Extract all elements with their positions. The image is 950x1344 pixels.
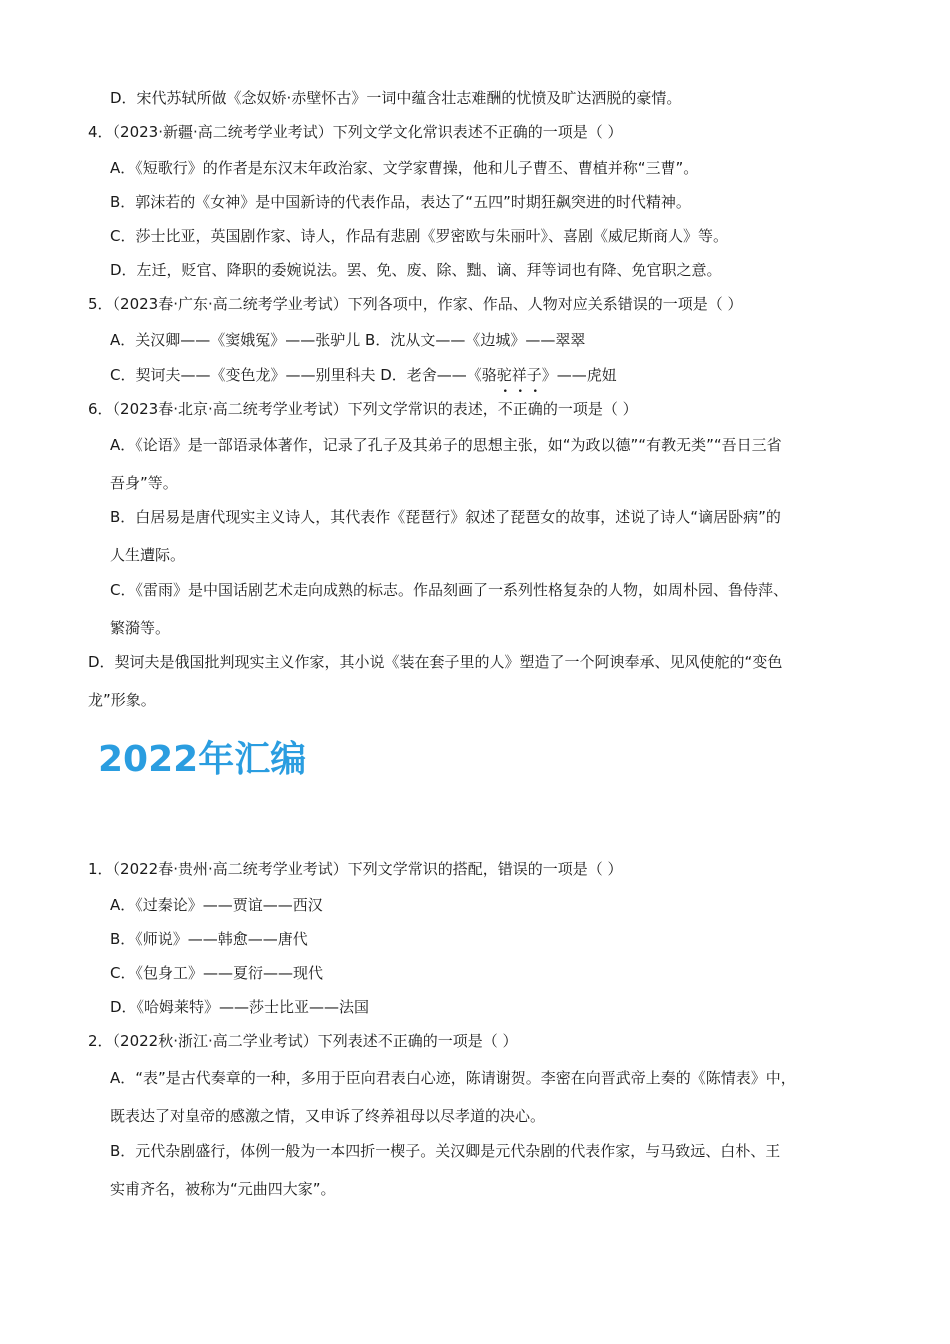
q5-stem: 5．（2023春·广东·高二统考学业考试）下列各项中，作家、作品、人物对应关系错误的一项是（ ） (88, 295, 743, 313)
q6-option-c-line1: C．《雷雨》是中国话剧艺术走向成熟的标志。作品刻画了一系列性格复杂的人物，如周朴园、鲁侍萍、 (110, 581, 788, 599)
q5-options-cd: C．契诃夫——《变色龙》——别里科夫 D．老舍——《骆驼祥子》——虎妞 (110, 366, 617, 384)
2022-q2-stem: 2．（2022秋·浙江·高二学业考试）下列表述不正确的一项是（ ） (88, 1032, 518, 1050)
q6-stem (88, 399, 638, 419)
q4-option-d: D．左迁，贬官、降职的委婉说法。罢、免、废、除、黜、谪、拜等词也有降、免官职之意。 (110, 261, 722, 279)
emphasis-char: 正 (512, 400, 528, 418)
q6-option-b-line2: 人生遭际。 (110, 546, 186, 564)
q4-stem: 4．（2023·新疆·高二统考学业考试）下列文学文化常识表述不正确的一项是（ ） (88, 123, 623, 141)
section-heading-2022: 2022年汇编 (98, 739, 307, 780)
q3-option-d: D．宋代苏轼所做《念奴娇·赤壁怀古》一词中蕴含壮志难酬的忧愤及旷达洒脱的豪情。 (110, 89, 682, 107)
2022-q1-option-a: A．《过秦论》——贾谊——西汉 (110, 896, 323, 914)
q4-option-b: B．郭沫若的《女神》是中国新诗的代表作品，表达了“五四”时期狂飙突进的时代精神。 (110, 193, 691, 211)
2022-q2-option-b-line2: 实甫齐名，被称为“元曲四大家”。 (110, 1180, 336, 1198)
2022-q2-option-a-line2: 既表达了对皇帝的感激之情，又申诉了终养祖母以尽孝道的决心。 (110, 1107, 546, 1125)
q6-option-d-line2: 龙”形象。 (88, 691, 156, 709)
emphasis-char: 不 (497, 400, 513, 418)
q6-option-a-line1: A．《论语》是一部语录体著作，记录了孔子及其弟子的思想主张，如“为政以德”“有教无类”“吾日三省 (110, 436, 782, 454)
q5-options-ab: A．关汉卿——《窦娥冤》——张驴儿 B．沈从文——《边城》——翠翠 (110, 331, 586, 349)
2022-q1-option-c: C．《包身工》——夏衍——现代 (110, 964, 323, 982)
q6-option-c-line2: 繁漪等。 (110, 619, 171, 637)
q4-option-a: A．《短歌行》的作者是东汉末年政治家、文学家曹操，他和儿子曹丕、曹植并称“三曹”。 (110, 159, 699, 177)
2022-q2-option-b-line1: B．元代杂剧盛行，体例一般为一本四折一楔子。关汉卿是元代杂剧的代表作家，与马致远、白朴、王 (110, 1142, 781, 1160)
2022-q1-option-b: B．《师说》——韩愈——唐代 (110, 930, 308, 948)
q6-stem-post: 的一项是（ ） (542, 400, 638, 418)
emphasis-char: 确 (527, 400, 543, 418)
q6-option-a-line2: 吾身”等。 (110, 474, 178, 492)
q6-option-d-line1: D．契诃夫是俄国批判现实主义作家，其小说《装在套子里的人》塑造了一个阿谀奉承、见风使舵的“变色 (88, 653, 783, 671)
q4-option-c: C．莎士比亚，英国剧作家、诗人，作品有悲剧《罗密欧与朱丽叶》、喜剧《威尼斯商人》等。 (110, 227, 728, 245)
q6-stem-pre: 6．（2023春·北京·高二统考学业考试）下列文学常识的表述， (88, 400, 498, 418)
2022-q1-stem: 1．（2022春·贵州·高二统考学业考试）下列文学常识的搭配，错误的一项是（ ） (88, 860, 623, 878)
2022-q2-option-a-line1: A．“表”是古代奏章的一种，多用于臣向君表白心迹，陈请谢贺。李密在向晋武帝上奏的《陈情表》中， (110, 1069, 796, 1087)
q6-option-b-line1: B．白居易是唐代现实主义诗人，其代表作《琵琶行》叙述了琵琶女的故事，述说了诗人“谪居卧病”的 (110, 508, 781, 526)
2022-q1-option-d: D．《哈姆莱特》——莎士比亚——法国 (110, 998, 370, 1016)
